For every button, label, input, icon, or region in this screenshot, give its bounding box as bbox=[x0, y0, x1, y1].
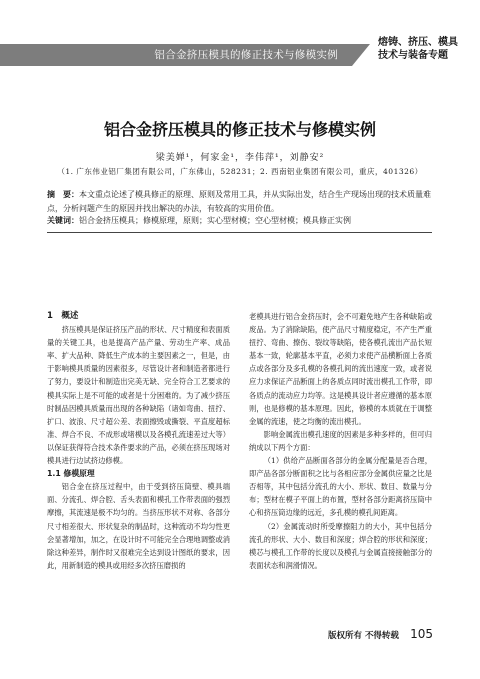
section-label bbox=[378, 36, 478, 62]
paragraph: 挤压模具是保证挤压产品的形状、尺寸精度和表面质量的关键工具，也是提高产品产量、劳动生产率、成品率、扩大品种、降低生产成本的主要因素之一，但是，由于影响模具质量的因素很多，尽管设计者和制造者都进行了努力，要设计和制造出完美无缺、完全符合工艺要求的模具实际上是不可能的或者是十分困难的。为了减少挤压时制品因模具质量而出现的各种缺陷（诸如弯曲、扭拧、扩口、波浪、尺寸超公差、表面擦毁或撕裂、平直度超标准、焊合不良、不成形或堵模以及各模孔流速差过大等）以保证获得符合技术条件要求的产品，必须在挤压现场对模具进行边试挤边修模。 bbox=[47, 325, 230, 466]
paragraph: 影响金属流出模孔速度的因素是多种多样的，但可归纳成以下两个方面： bbox=[249, 429, 432, 452]
paragraph: （1）供给产品断面各部分的金属分配量是否合理，即产品各部分断面积之比与各相应部分金属供应量之比是否相等，其中包括分流孔的大小、形状、数目、数量与分布；型材在模子平面上的布置，型材各部分距离挤压筒中心和挤压筒边缘的远近，多孔模的模孔间距离。 bbox=[249, 456, 432, 518]
section-label-line1: 熔铸、挤压、模具 bbox=[378, 37, 458, 48]
abstract-label: 摘 要： bbox=[47, 190, 79, 199]
section-label-line2: 技术与装备专题 bbox=[378, 50, 448, 61]
article-title: 铝合金挤压模具的修正技术与修模实例 bbox=[103, 120, 376, 139]
paragraph: 老模具进行铝合金挤压时，会不可避免地产生各种缺陷或废品。为了消除缺陷，使产品尺寸精度稳定，不产生严重扭拧、弯曲、擦伤、裂纹等缺陷，使各模孔流出产品长短基本一致，轮廓基本平直，必须力求使产品横断面上各质点或各部分及多孔模的各模孔间的流出速度一致，或者说应力求保证产品断面上的各质点同时流出模孔工作带，即各质点的流动应力均等。这是模具设计者应遵循的基本原则，也是修模的基本原理。因此，修模的本质就在于调整金属的流速，使之均衡的流出模孔。 bbox=[249, 312, 432, 426]
running-header-bar bbox=[0, 44, 352, 66]
keywords bbox=[47, 214, 432, 227]
paragraph: 铝合金在挤压过程中，由于受到挤压筒壁、模具端面、分流孔、焊合腔、舌头表面和模孔工作带表面的强烈摩擦，其流速是极不均匀的。当挤压形状不对称、各部分尺寸相差很大、形状复杂的制品时，这种流动不均匀性更会显著增加，加之，在设计时不可能完全合理地调整或消除这种差异，制作时又很难完全达到设计图纸的要求，因此，用新制造的模具或用经多次挤压磨损的 bbox=[47, 482, 230, 570]
abstract-divider bbox=[47, 232, 432, 233]
copyright-slogan: 版权所有 不得转载 bbox=[327, 631, 399, 641]
left-column bbox=[47, 310, 230, 572]
keywords-label: 关键词： bbox=[47, 216, 79, 225]
header-bar-tab bbox=[352, 44, 370, 66]
abstract-text: 本文重点论述了模具修正的原理、原则及常用工具，并从实际出发，结合生产现场出现的技术质量难点，分析问题产生的原因并找出解决的办法，有较高的实用价值。 bbox=[47, 190, 431, 213]
abstract bbox=[47, 188, 432, 215]
subsection-heading: 1.1 修模原理 bbox=[47, 469, 95, 479]
keywords-text: 铝合金挤压模具；修模原理，原则；实心型材模；空心型材模；模具修正实例 bbox=[79, 216, 351, 225]
running-title: 铝合金挤压模具的修正技术与修模实例 bbox=[154, 49, 338, 61]
section-heading: 1 概述 bbox=[47, 311, 79, 321]
paragraph: （2）金属流动时所受摩擦阻力的大小，其中包括分流孔的形状、大小、数目和深度；焊合腔的形状和深度；模芯与模孔工作带的长度以及模孔与金属直接接触部分的表面状态和润滑情况。 bbox=[249, 521, 432, 570]
article-authors: 梁美婵¹，何家金¹，李伟萍¹，刘静安² bbox=[155, 153, 325, 163]
right-column bbox=[249, 310, 432, 572]
page-number: 105 bbox=[410, 627, 433, 641]
page-footer bbox=[328, 627, 433, 641]
article-affiliations: （1. 广东伟业铝厂集团有限公司，广东佛山，528231；2. 西南铝业集团有限公司，重庆，401326） bbox=[57, 167, 423, 176]
